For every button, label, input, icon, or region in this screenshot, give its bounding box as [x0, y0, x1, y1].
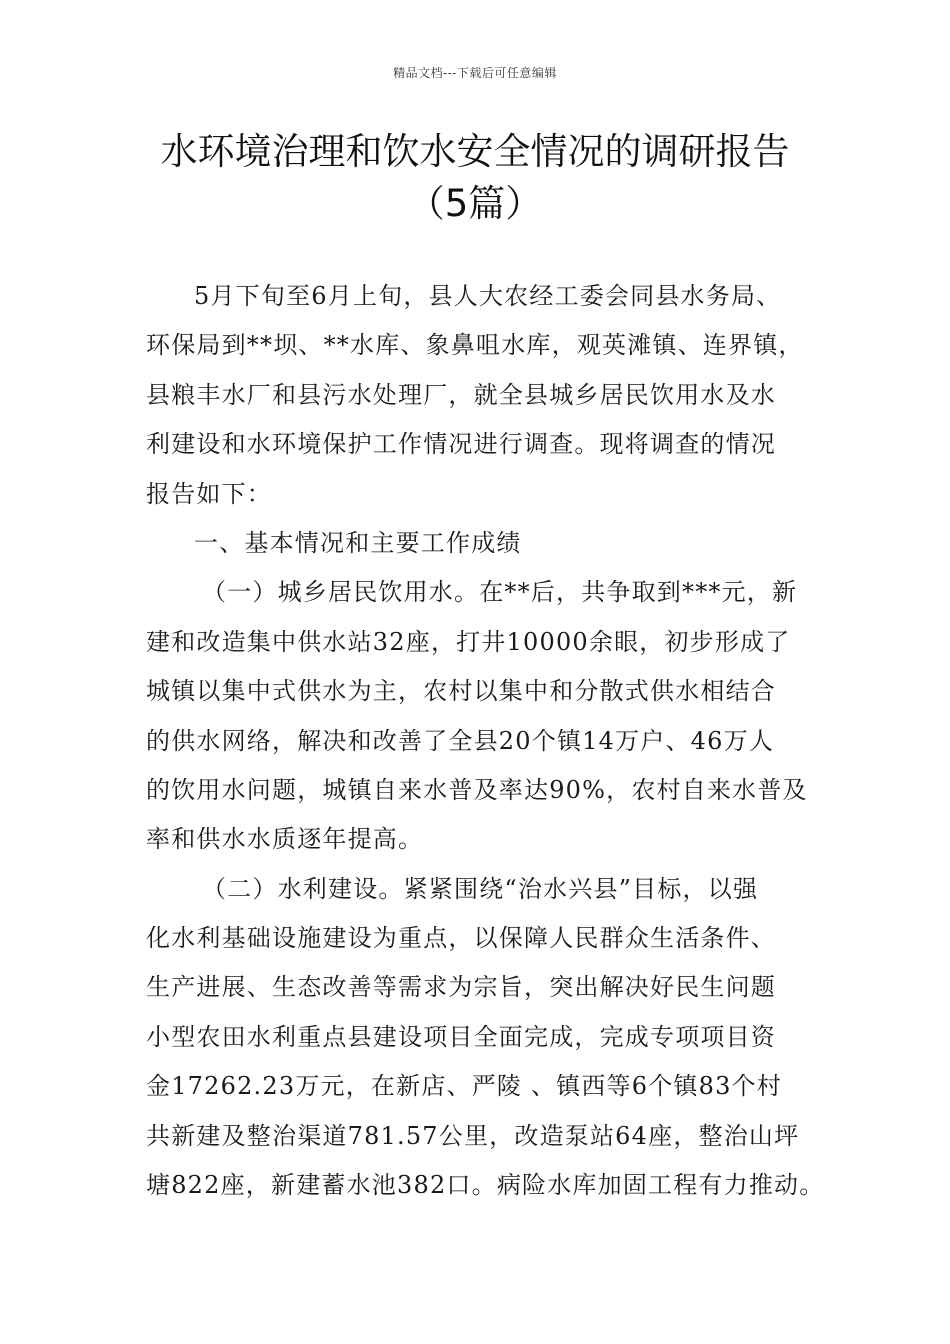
paragraph-line: 化水利基础设施建设为重点，以保障人民群众生活条件、 [146, 924, 776, 953]
paragraph-line: 县粮丰水厂和县污水处理厂，就全县城乡居民饮用水及水 [146, 380, 776, 409]
header-note: 精品文档---下载后可任意编辑 [393, 66, 557, 80]
document-body [146, 272, 825, 1210]
paragraph-line: 5月下旬至6月上旬，县人大农经工委会同县水务局、 [194, 282, 782, 310]
section-heading: 一、基本情况和主要工作成绩 [194, 528, 522, 557]
paragraph-line: 利建设和水环境保护工作情况进行调查。现将调查的情况 [146, 430, 776, 459]
paragraph-line: 城镇以集中式供水为主，农村以集中和分散式供水相结合 [146, 677, 776, 706]
paragraph-line: 建和改造集中供水站32座，打井10000余眼，初步形成了 [146, 627, 791, 656]
paragraph-line: 生产进展、生态改善等需求为宗旨，突出解决好民生问题 [146, 973, 776, 1002]
paragraph-line: （二）水利建设。紧紧围绕“治水兴县”目标，以强 [202, 874, 759, 903]
paragraph-line: 率和供水水质逐年提高。 [146, 825, 424, 854]
paragraph-line: 小型农田水利重点县建设项目全面完成，完成专项项目资 [146, 1022, 776, 1051]
paragraph-line: 报告如下： [146, 479, 272, 508]
paragraph-line: 的供水网络，解决和改善了全县20个镇14万户、46万人 [146, 726, 775, 755]
paragraph-line: （一）城乡居民饮用水。在**后，共争取到***元，新 [202, 578, 798, 607]
paragraph-line: 塘822座，新建蓄水池382口。病险水库加固工程有力推动。 [146, 1171, 825, 1200]
title-line-2: （5篇） [407, 182, 543, 225]
paragraph-line: 金17262.23万元，在新店、严陵 、镇西等6个镇83个村 [146, 1072, 782, 1101]
title-line-1: 水环境治理和饮水安全情况的调研报告 [160, 130, 790, 173]
paragraph-line: 的饮用水问题，城镇自来水普及率达90%，农村自来水普及 [146, 775, 808, 804]
paragraph-line: 共新建及整治渠道781.57公里，改造泵站64座，整治山坪 [146, 1121, 800, 1150]
paragraph-line: 环保局到**坝、**水库、象鼻咀水库，观英滩镇、连界镇， [146, 331, 804, 360]
document-title [100, 126, 850, 230]
